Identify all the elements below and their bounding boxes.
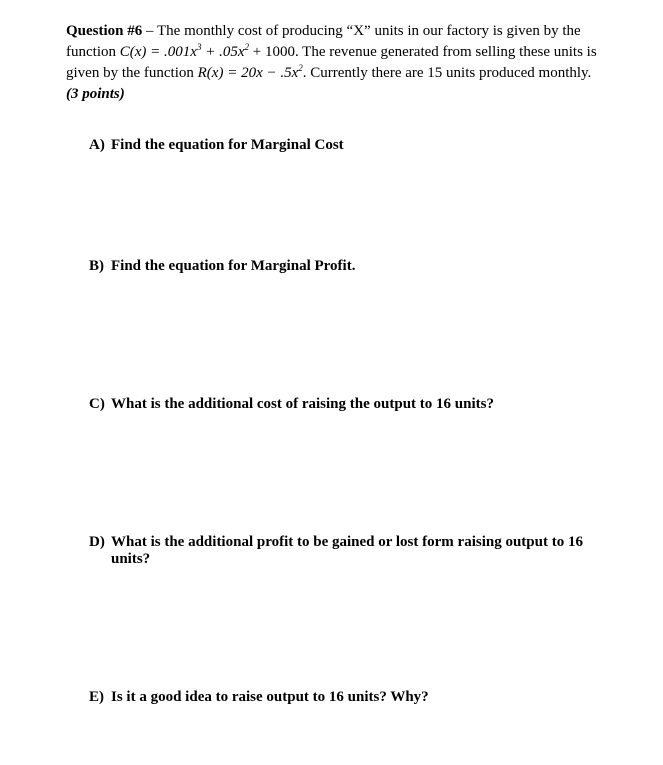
question-intro [66,21,611,105]
cost-term-c: + 1000 [248,44,295,60]
rev-exp-a: 2 [298,63,303,73]
part-e-text: Is it a good idea to raise output to 16 units? Why? [111,689,429,705]
part-b-text: Find the equation for Marginal Profit. [111,258,356,274]
intro-line-1 [66,21,611,42]
cost-exp-a: 3 [196,42,202,52]
question-label: Question #6 [66,23,143,39]
part-c [89,396,599,413]
part-e [89,689,599,706]
cost-function-formula: $C(x) = .001x^3 + .05x^2 + 1000$ [119,42,295,60]
part-b-letter: B) [89,258,104,274]
cost-term-b: + .05x [201,44,245,60]
cost-term-a: .001x [164,44,197,60]
part-c-text: What is the additional cost of raising the output to 16 units? [111,396,494,412]
part-e-letter: E) [89,689,104,705]
line3-suffix: . Currently there are 15 units produced monthly. [302,65,592,81]
part-d-letter: D) [89,534,105,550]
intro-line-3 [66,63,611,84]
part-a-text: Find the equation for Marginal Cost [111,137,344,153]
line2-prefix: function [66,44,120,60]
cost-exp-b: 2 [244,42,249,52]
part-b [89,258,599,275]
line2-suffix: . The revenue generated from selling these units is [294,44,597,60]
part-c-letter: C) [89,396,105,412]
rev-lhs: R(x) [197,65,224,81]
part-d [89,534,594,568]
points-label: (3 points) [66,86,125,102]
line3-prefix: given by the function [66,65,198,81]
intro-line-2 [66,42,611,63]
question-dash: – [142,23,157,39]
revenue-function-formula: $R(x) = 20x - .5x^2$ [197,63,303,81]
rev-term-a: 20x − .5x [241,65,299,81]
question-line1-text: The monthly cost of producing “X” units in our factory is given by the [157,23,581,39]
part-a-letter: A) [89,137,105,153]
part-a [89,137,599,154]
cost-lhs: C(x) [119,44,147,60]
part-d-text: What is the additional profit to be gained or lost form raising output to 16 units? [111,534,583,567]
